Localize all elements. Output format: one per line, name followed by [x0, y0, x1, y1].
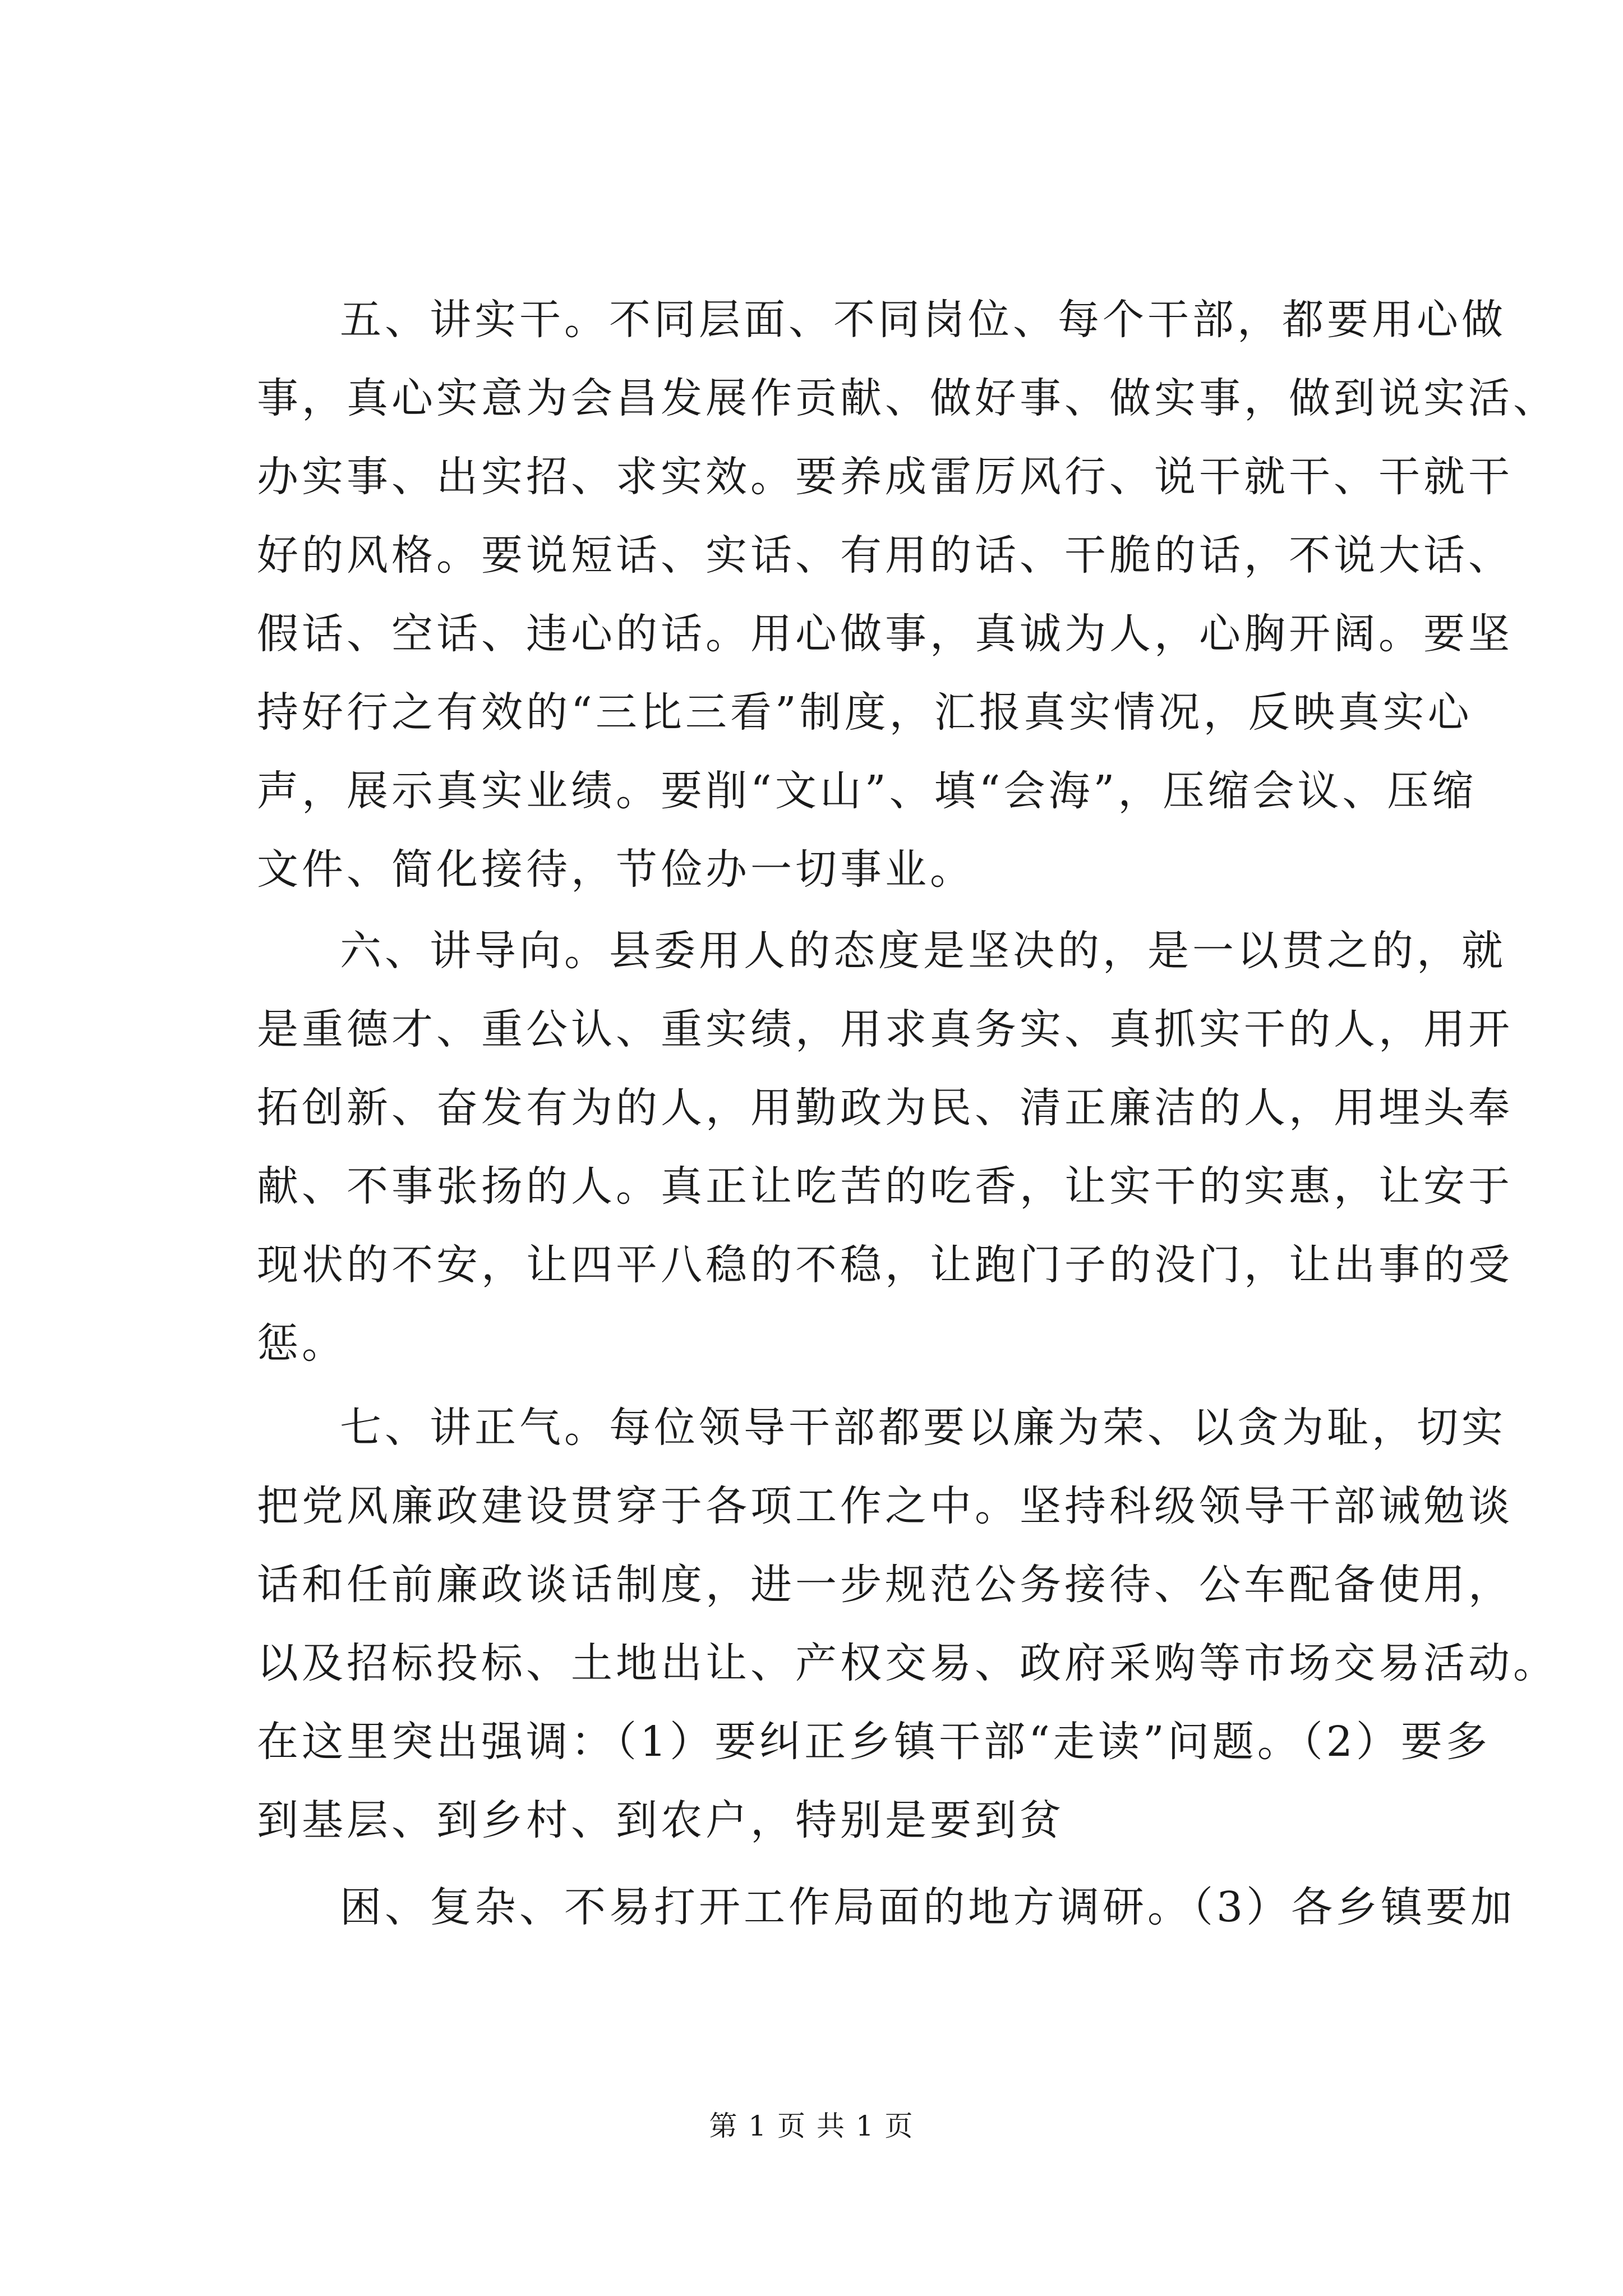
paragraph-line: 困、复杂、不易打开工作局面的地方调研。（3）各乡镇要加 [340, 1883, 1516, 1931]
paragraph-line: 话和任前廉政谈话制度，进一步规范公务接待、公车配备使用， [257, 1561, 1513, 1609]
paragraph-line: 好的风格。要说短话、实话、有用的话、干脆的话，不说大话、 [257, 531, 1513, 579]
page-footer: 第 1 页 共 1 页 [709, 2110, 914, 2142]
paragraph-line: 假话、空话、违心的话。用心做事，真诚为人，心胸开阔。要坚 [257, 610, 1513, 658]
paragraph-line: 以及招标投标、土地出让、产权交易、政府采购等市场交易活动。 [257, 1639, 1558, 1687]
paragraph-line: 拓创新、奋发有为的人，用勤政为民、清正廉洁的人，用埋头奉 [257, 1084, 1513, 1132]
paragraph-line: 五、讲实干。不同层面、不同岗位、每个干部，都要用心做 [340, 296, 1506, 344]
paragraph-line: 在这里突出强调：（1）要纠正乡镇干部“走读”问题。（2）要多 [257, 1718, 1491, 1766]
paragraph-line: 七、讲正气。每位领导干部都要以廉为荣、以贪为耻，切实 [340, 1404, 1506, 1452]
paragraph-line: 是重德才、重公认、重实绩，用求真务实、真抓实干的人，用开 [257, 1005, 1513, 1053]
paragraph-line: 现状的不安，让四平八稳的不稳，让跑门子的没门，让出事的受 [257, 1241, 1513, 1289]
paragraph-line: 持好行之有效的“三比三看”制度，汇报真实情况，反映真实心 [257, 688, 1473, 737]
paragraph-line: 事，真心实意为会昌发展作贡献、做好事、做实事，做到说实活、 [257, 374, 1558, 422]
paragraph-line: 六、讲导向。县委用人的态度是坚决的，是一以贯之的，就 [340, 927, 1506, 975]
paragraph-line: 献、不事张扬的人。真正让吃苦的吃香，让实干的实惠，让安于 [257, 1162, 1513, 1211]
paragraph-line: 办实事、出实招、求实效。要养成雷厉风行、说干就干、干就干 [257, 453, 1513, 501]
paragraph-line: 文件、简化接待，节俭办一切事业。 [257, 845, 975, 894]
paragraph-line: 到基层、到乡村、到农户，特别是要到贫 [257, 1796, 1064, 1844]
paragraph-line: 惩。 [257, 1319, 347, 1368]
paragraph-line: 声，展示真实业绩。要削“文山”、填“会海”，压缩会议、压缩 [257, 767, 1477, 815]
paragraph-line: 把党风廉政建设贯穿于各项工作之中。坚持科级领导干部诫勉谈 [257, 1482, 1513, 1530]
